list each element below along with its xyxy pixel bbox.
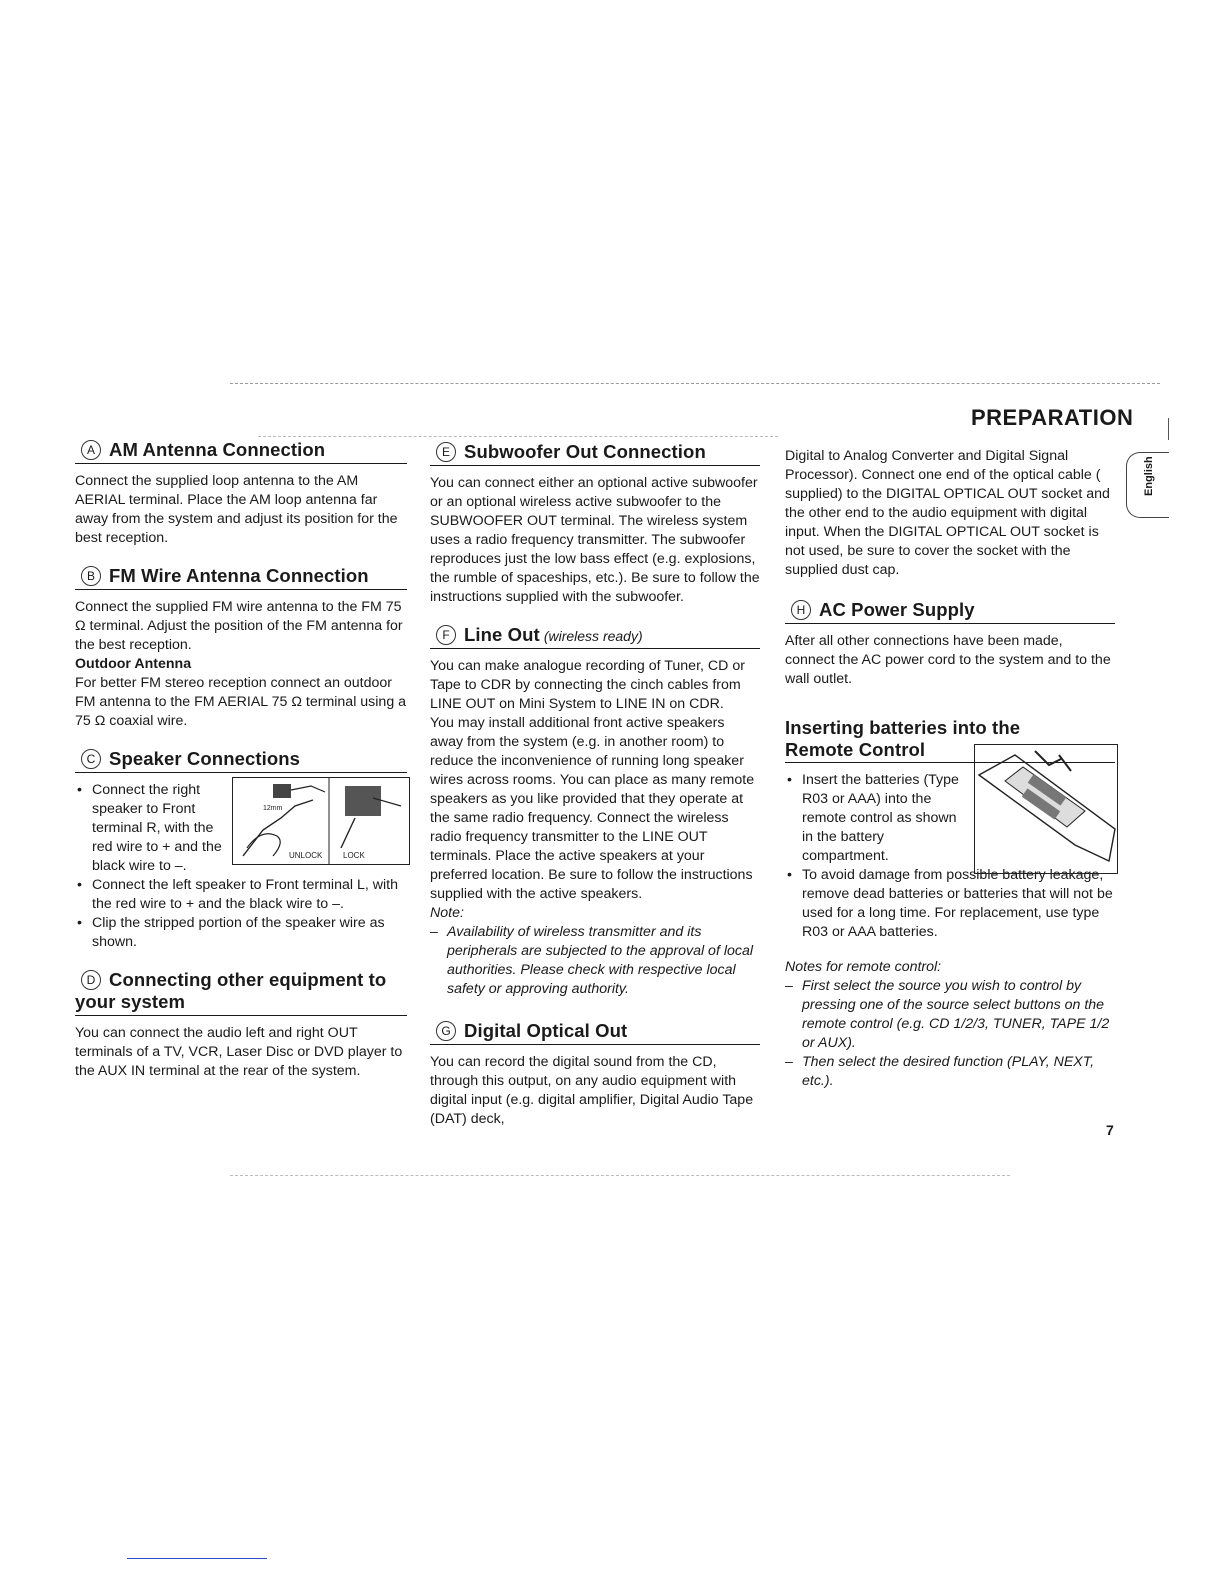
section-title: Inserting batteries into the Remote Control [785,717,1021,760]
lock-label: LOCK [343,851,365,860]
mm-label: 12mm [263,805,283,812]
list-item: • Connect the right speaker to Front terminal R, with the red wire to + and the black wire to –. [75,781,227,876]
section-title: Digital Optical Out [464,1020,628,1041]
section-letter: E [436,442,456,462]
outdoor-antenna-title: Outdoor Antenna [75,656,192,672]
other-text: You can connect the audio left and right OUT terminals of a TV, VCR, Laser Disc or DVD player to the AUX IN terminal at the rear of the system. [75,1025,403,1079]
section-letter: G [436,1021,456,1041]
optical-text: You can record the digital sound from the CD, through this output, on any audio equipment with digital input (e.g. digital amplifier, Digital Audio Tape (DAT) deck, [430,1054,754,1127]
list-item: – Then select the desired function (PLAY, NEXT, etc.). [785,1053,1115,1091]
section-title: AC Power Supply [819,599,975,620]
speaker-wire-figure [232,777,410,865]
outdoor-antenna-text: For better FM stereo reception connect an outdoor FM antenna to the FM AERIAL 75 Ω terminal using a 75 Ω coaxial wire. [75,675,407,729]
bottom-decorative-rule [230,1175,1010,1176]
ac-text: After all other connections have been made, connect the AC power cord to the system and to the wall outlet. [785,633,1111,687]
lineout-text-1: You can make analogue recording of Tuner, CD or Tape to CDR by connecting the cinch cables from LINE OUT on Mini System to LINE IN on CDR. [430,658,745,712]
section-letter: A [81,440,101,460]
section-title: AM Antenna Connection [109,439,326,460]
section-letter: H [791,600,811,620]
section-letter: D [81,970,101,990]
section-title: Line Out [464,624,540,645]
section-title: Connecting other equipment to your system [75,969,387,1012]
column-1 [75,440,407,1081]
list-item: – First select the source you wish to control by pressing one of the source select buttons on the remote control (e.g. CD 1/2/3, TUNER, TAPE 1/2 or AUX). [785,977,1115,1053]
section-letter: C [81,749,101,769]
language-tab-label: English [1143,456,1155,496]
language-tab [1126,452,1169,518]
list-item: • Clip the stripped portion of the speaker wire as shown. [75,914,407,952]
page-number: 7 [1106,1122,1114,1138]
section-title: FM Wire Antenna Connection [109,565,369,586]
optical-continued-text: Digital to Analog Converter and Digital Signal Processor). Connect one end of the optical cable ( supplied) to the DIGITAL OPTICAL OUT socket and the other end to the audio equipment with digital input. When the DIGITAL OPTICAL OUT socket is not used, be sure to cover the socket with the supplied dust cap. [785,448,1110,578]
list-item: • Insert the batteries (Type R03 or AAA) into the remote control as shown in the battery compartment. [785,771,967,866]
list-item: • To avoid damage from possible battery leakage, remove dead batteries or batteries that will not be used for a long time. For replacement, use type R03 or AAA batteries. [785,866,1115,942]
note-label: Note: [430,905,464,921]
lineout-text-2: You may install additional front active speakers away from the system (e.g. in another room) to reduce the inconvenience of running long speaker wires across rooms. You can place as many remote speakers as you like provided that they operate at the same radio frequency. Connect the wireless radio frequency transmitter to the LINE OUT terminals. Place the active speakers at your preferred location. Be sure to follow the instructions supplied with the active speakers. [430,715,755,902]
page-title: PREPARATION [971,405,1134,430]
section-am-heading [75,440,407,464]
remote-notes [785,977,1115,1091]
am-text: Connect the supplied loop antenna to the AM AERIAL terminal. Place the AM loop antenna far away from the system and adjust its position for the best reception. [75,473,398,546]
unlock-label: UNLOCK [289,851,323,860]
header-tick [1168,418,1169,440]
section-fm-heading [75,566,407,590]
subwoofer-text: You can connect either an optional active subwoofer or an optional wireless active subwoofer to the SUBWOOFER OUT terminal. The wireless system uses a radio frequency transmitter. The subwoofer reproduces just the low bass effect (e.g. explosions, the rumble of spaceships, etc.). Be sure to follow the instructions supplied with the subwoofer. [430,475,760,605]
top-rule [258,436,778,437]
section-title: Subwoofer Out Connection [464,441,706,462]
header-decorative-rule [230,383,1160,384]
section-speaker-heading [75,749,407,773]
fm-text: Connect the supplied FM wire antenna to the FM 75 Ω terminal. Adjust the position of the FM antenna for the best reception. [75,599,403,653]
section-optical-heading [430,1021,760,1045]
list-item: • Connect the left speaker to Front terminal L, with the red wire to + and the black wire to –. [75,876,407,914]
column-2 [430,442,760,1129]
list-item: – Availability of wireless transmitter and its peripherals are subjected to the approval of local authorities. Please check with respective local safety or approving authority. [430,923,760,999]
section-letter: B [81,566,101,586]
section-letter: F [436,625,456,645]
section-lineout-heading [430,625,760,649]
battery-figure [974,744,1118,874]
footer-rule [127,1558,267,1559]
lineout-notes [430,923,760,999]
remote-notes-label: Notes for remote control: [785,959,942,975]
section-subwoofer-heading [430,442,760,466]
section-title-sub: (wireless ready) [543,628,643,644]
section-title: Speaker Connections [109,748,301,769]
section-ac-heading [785,600,1115,624]
section-other-heading [75,970,407,1016]
